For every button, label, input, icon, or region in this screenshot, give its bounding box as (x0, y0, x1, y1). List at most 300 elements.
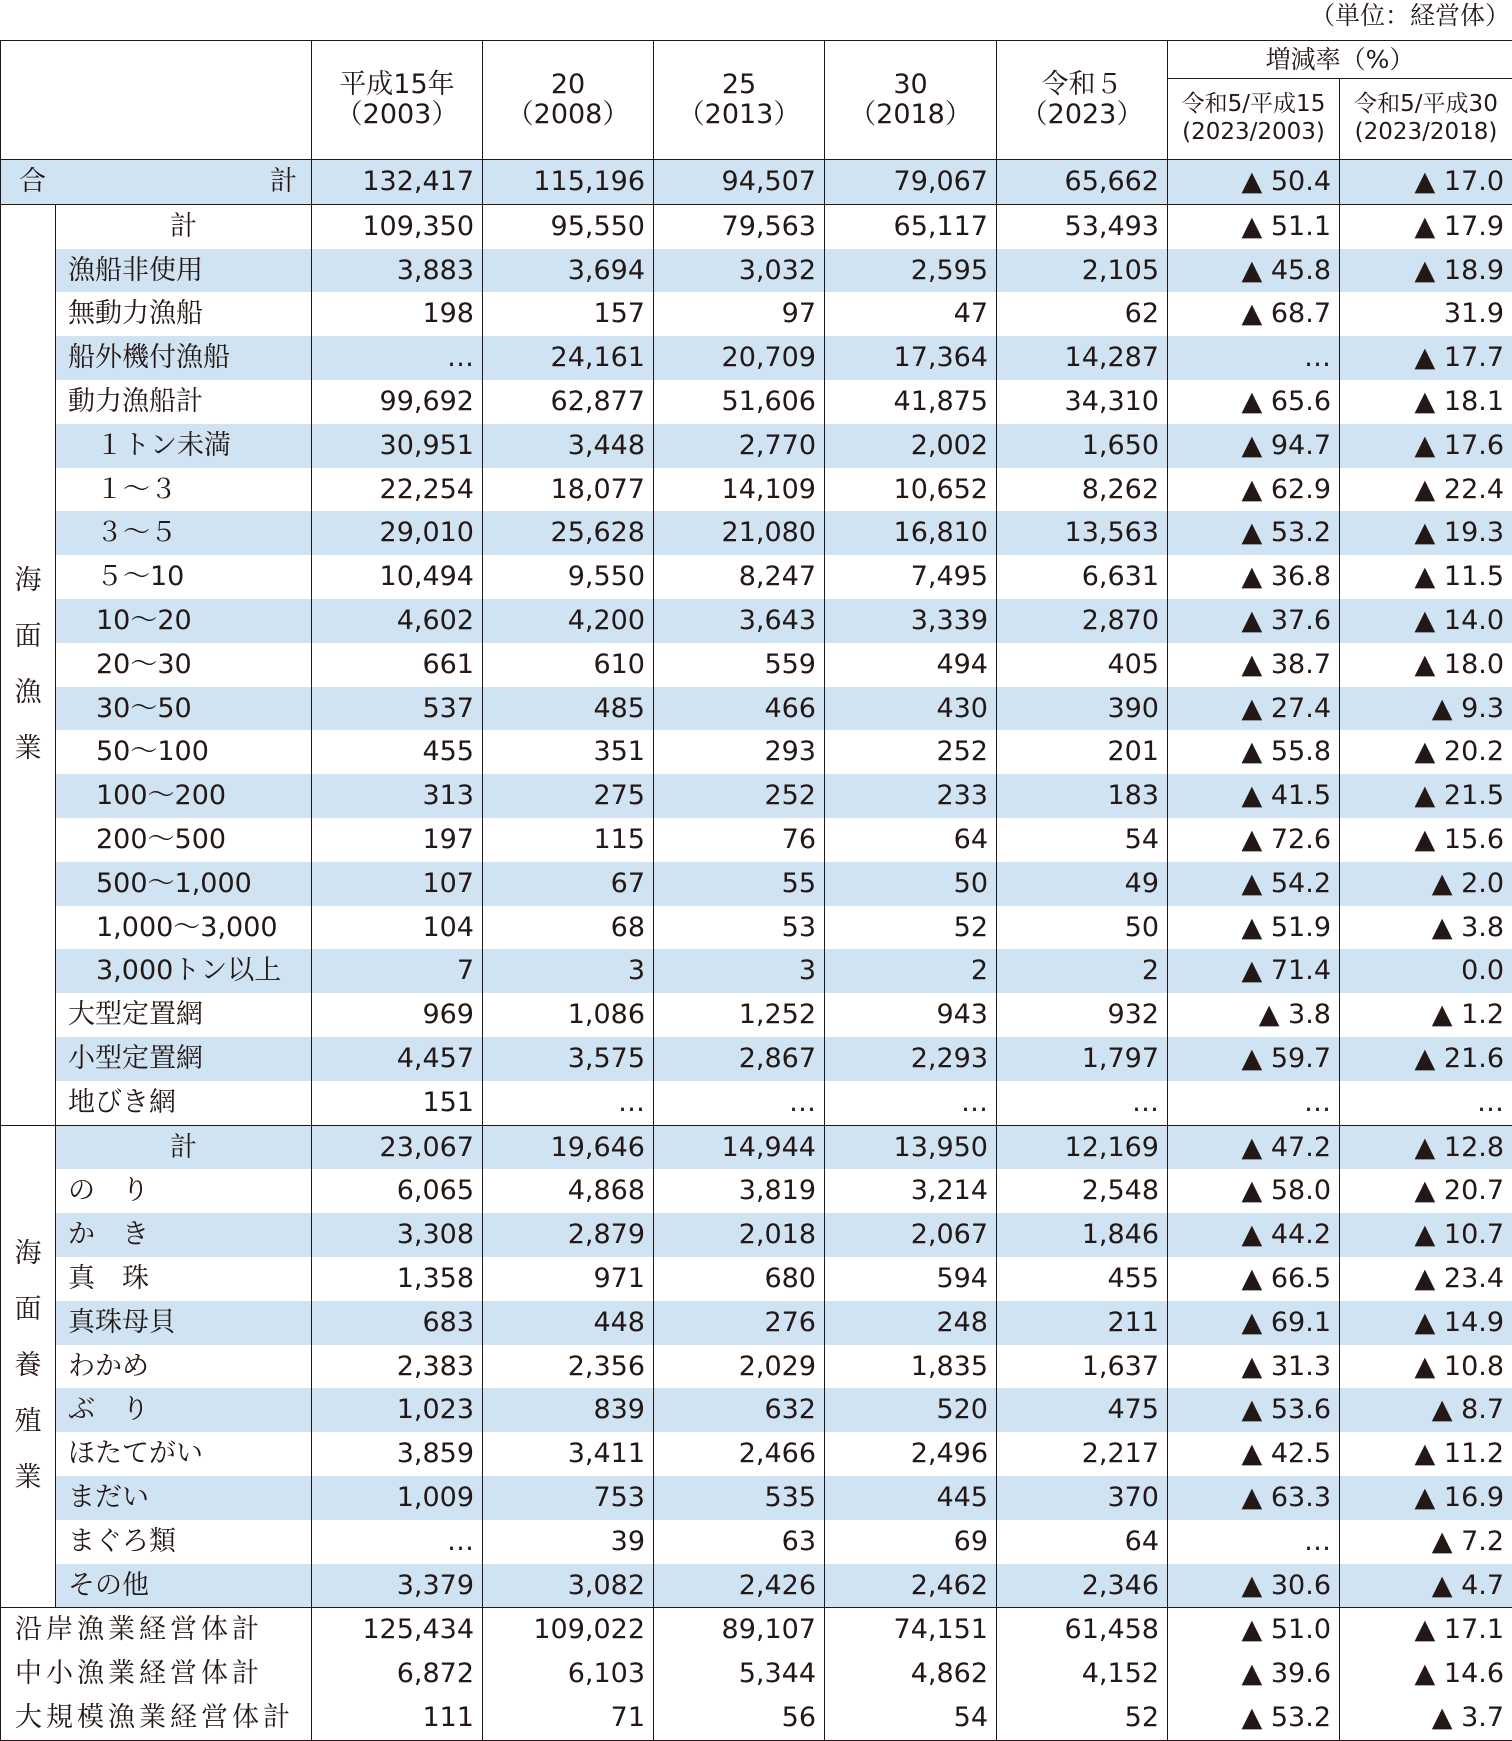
table-cell: ▲ 21.6 (1340, 1037, 1512, 1081)
table-cell: ▲ 94.7 (1168, 424, 1340, 468)
table-cell: ▲ 68.7 (1168, 292, 1340, 336)
table-cell: 13,950 (825, 1125, 997, 1169)
table-cell: 54 (997, 818, 1168, 862)
table-cell: … (654, 1081, 825, 1125)
table-cell: ▲ 31.3 (1168, 1345, 1340, 1389)
table-cell: 2,548 (997, 1169, 1168, 1213)
table-row (1, 1301, 1512, 1345)
table-cell: 31.9 (1340, 292, 1512, 336)
table-cell: 1,358 (312, 1257, 483, 1301)
table-cell: 71 (483, 1696, 654, 1740)
table-cell: 115,196 (483, 160, 654, 205)
table-cell: … (483, 1081, 654, 1125)
row-label: 計 (56, 204, 312, 248)
table-cell: 52 (997, 1696, 1168, 1740)
table-cell: ▲ 51.0 (1168, 1608, 1340, 1652)
table-cell: ▲ 17.6 (1340, 424, 1512, 468)
table-row (1, 424, 1512, 468)
table-cell: 19,646 (483, 1125, 654, 1169)
table-row (1, 555, 1512, 599)
table-cell: ▲ 11.5 (1340, 555, 1512, 599)
table-cell: ▲ 14.9 (1340, 1301, 1512, 1345)
row-label: 1,000～3,000 (56, 906, 312, 950)
table-cell: 6,872 (312, 1652, 483, 1696)
table-cell: ▲ 17.9 (1340, 204, 1512, 248)
col-header: 平成15年 （2003） (312, 41, 483, 160)
table-cell: ▲ 39.6 (1168, 1652, 1340, 1696)
table-row (1, 730, 1512, 774)
table-row (1, 1432, 1512, 1476)
table-row (1, 774, 1512, 818)
row-label: 地びき網 (56, 1081, 312, 1125)
unit-label: （単位：経営体） (1310, 0, 1510, 36)
table-cell: ▲ 38.7 (1168, 643, 1340, 687)
table-cell: … (312, 336, 483, 380)
table-row (1, 1564, 1512, 1608)
table-cell: ▲ 9.3 (1340, 687, 1512, 731)
table-cell: 13,563 (997, 511, 1168, 555)
group-label-char: 業 (1, 721, 55, 777)
table-cell: ▲ 69.1 (1168, 1301, 1340, 1345)
table-cell: 67 (483, 862, 654, 906)
table-cell: 2,595 (825, 249, 997, 293)
group-label (1, 204, 56, 1125)
table-cell: 50 (997, 906, 1168, 950)
table-cell: 455 (312, 730, 483, 774)
table-cell: 39 (483, 1520, 654, 1564)
table-cell: ▲ 45.8 (1168, 249, 1340, 293)
table-cell: ▲ 18.0 (1340, 643, 1512, 687)
col-header: 20 （2008） (483, 41, 654, 160)
table-row (1, 1388, 1512, 1432)
group-label-char: 面 (1, 1282, 55, 1338)
table-cell: 2 (825, 949, 997, 993)
row-label: 真 珠 (56, 1257, 312, 1301)
table-cell: 157 (483, 292, 654, 336)
table-cell: ▲ 10.7 (1340, 1213, 1512, 1257)
table-cell: 455 (997, 1257, 1168, 1301)
table-cell: ▲ 30.6 (1168, 1564, 1340, 1608)
table-cell: 1,637 (997, 1345, 1168, 1389)
table-cell: 293 (654, 730, 825, 774)
table-cell: ▲ 3.7 (1340, 1696, 1512, 1740)
table-cell: 14,287 (997, 336, 1168, 380)
table-cell: 49 (997, 862, 1168, 906)
table-cell: 971 (483, 1257, 654, 1301)
table-cell: 594 (825, 1257, 997, 1301)
table-cell: 1,846 (997, 1213, 1168, 1257)
table-cell: 680 (654, 1257, 825, 1301)
table-cell: 3 (654, 949, 825, 993)
table-cell: 79,563 (654, 204, 825, 248)
table-cell: 559 (654, 643, 825, 687)
table-cell: 109,350 (312, 204, 483, 248)
table-cell: 475 (997, 1388, 1168, 1432)
table-cell: 61,458 (997, 1608, 1168, 1652)
table-cell: 23,067 (312, 1125, 483, 1169)
table-cell: 537 (312, 687, 483, 731)
table-cell: 14,109 (654, 468, 825, 512)
table-cell: 10,494 (312, 555, 483, 599)
table-cell: ▲ 14.6 (1340, 1652, 1512, 1696)
table-cell: 97 (654, 292, 825, 336)
table-cell: ▲ 17.0 (1340, 160, 1512, 205)
table-cell: 0.0 (1340, 949, 1512, 993)
table-cell: ▲ 63.3 (1168, 1476, 1340, 1520)
table-cell: ▲ 19.3 (1340, 511, 1512, 555)
table-cell: 1,252 (654, 993, 825, 1037)
table-cell: ▲ 18.1 (1340, 380, 1512, 424)
table-cell: 2,870 (997, 599, 1168, 643)
table-cell: 68 (483, 906, 654, 950)
row-label: 大型定置網 (56, 993, 312, 1037)
table-cell: 65,117 (825, 204, 997, 248)
table-cell: 65,662 (997, 160, 1168, 205)
table-cell: 107 (312, 862, 483, 906)
table-cell: 25,628 (483, 511, 654, 555)
rate-col-header: 令和5/平成15 (2023/2003) (1168, 79, 1340, 160)
table-row (1, 380, 1512, 424)
table-cell: 753 (483, 1476, 654, 1520)
table-cell: 53 (654, 906, 825, 950)
total-label-b: 計 (270, 160, 297, 204)
table-cell: 22,254 (312, 468, 483, 512)
table-cell: 3,575 (483, 1037, 654, 1081)
group-label-char: 養 (1, 1338, 55, 1394)
table-cell: ▲ 42.5 (1168, 1432, 1340, 1476)
row-label: その他 (56, 1564, 312, 1608)
table-cell: 2,002 (825, 424, 997, 468)
total-label-a: 合 (19, 160, 46, 204)
table-cell: ▲ 27.4 (1168, 687, 1340, 731)
table-cell: 2,383 (312, 1345, 483, 1389)
table-cell: 2,346 (997, 1564, 1168, 1608)
table-row (1, 818, 1512, 862)
table-cell: ▲ 16.9 (1340, 1476, 1512, 1520)
table-cell: 95,550 (483, 204, 654, 248)
table-cell: 2,217 (997, 1432, 1168, 1476)
rate-header: 増減率（%） (1168, 41, 1512, 79)
table-cell: 62,877 (483, 380, 654, 424)
table-cell: 535 (654, 1476, 825, 1520)
row-label: 中小漁業経営体計 (1, 1652, 312, 1696)
rate-col-header: 令和5/平成30 (2023/2018) (1340, 79, 1512, 160)
table-cell: 661 (312, 643, 483, 687)
table-row (1, 204, 1512, 248)
group-label-char: 面 (1, 609, 55, 665)
table-cell: 201 (997, 730, 1168, 774)
table-cell: 56 (654, 1696, 825, 1740)
table-row (1, 292, 1512, 336)
table-cell: 448 (483, 1301, 654, 1345)
table-cell: 74,151 (825, 1608, 997, 1652)
table-cell: 2,770 (654, 424, 825, 468)
table-cell: 18,077 (483, 468, 654, 512)
table-cell: 3,411 (483, 1432, 654, 1476)
table-cell: 405 (997, 643, 1168, 687)
table-row (1, 1257, 1512, 1301)
table-cell: ▲ 15.6 (1340, 818, 1512, 862)
table-row (1, 599, 1512, 643)
table-row (1, 1476, 1512, 1520)
table-cell: ▲ 23.4 (1340, 1257, 1512, 1301)
table-cell: 2,293 (825, 1037, 997, 1081)
row-label: 3,000トン以上 (56, 949, 312, 993)
table-row (1, 1696, 1512, 1740)
row-label: ほたてがい (56, 1432, 312, 1476)
table-cell: 3,694 (483, 249, 654, 293)
table-cell: 1,835 (825, 1345, 997, 1389)
table-cell: 351 (483, 730, 654, 774)
table-cell: 494 (825, 643, 997, 687)
table-cell: 47 (825, 292, 997, 336)
table-cell: ▲ 55.8 (1168, 730, 1340, 774)
table-cell: 52 (825, 906, 997, 950)
table-row (1, 993, 1512, 1037)
table-cell: 183 (997, 774, 1168, 818)
table-cell: 89,107 (654, 1608, 825, 1652)
table-cell: 5,344 (654, 1652, 825, 1696)
table-cell: ▲ 20.7 (1340, 1169, 1512, 1213)
group-label-char: 海 (1, 1226, 55, 1282)
table-row (1, 862, 1512, 906)
col-header: 25 （2013） (654, 41, 825, 160)
table-cell: 3,819 (654, 1169, 825, 1213)
table-cell: ▲ 54.2 (1168, 862, 1340, 906)
row-label: ５～10 (56, 555, 312, 599)
table-cell: 94,507 (654, 160, 825, 205)
group-label-char: 業 (1, 1450, 55, 1506)
table-cell: ▲ 44.2 (1168, 1213, 1340, 1257)
table-cell: 3,082 (483, 1564, 654, 1608)
table-row (1, 468, 1512, 512)
table-row (1, 1213, 1512, 1257)
table-cell: 1,650 (997, 424, 1168, 468)
table-cell: 7,495 (825, 555, 997, 599)
row-label: 小型定置網 (56, 1037, 312, 1081)
table-cell: 943 (825, 993, 997, 1037)
table-cell: … (1168, 336, 1340, 380)
table-cell: 2,867 (654, 1037, 825, 1081)
table-cell: 79,067 (825, 160, 997, 205)
table-cell: 3,379 (312, 1564, 483, 1608)
table-cell: 2,462 (825, 1564, 997, 1608)
table-cell: 2,018 (654, 1213, 825, 1257)
table-cell: 3,643 (654, 599, 825, 643)
table-cell: 6,631 (997, 555, 1168, 599)
table-cell: ▲ 3.8 (1340, 906, 1512, 950)
table-cell: 683 (312, 1301, 483, 1345)
table-cell: 520 (825, 1388, 997, 1432)
table-cell: 1,023 (312, 1388, 483, 1432)
table-cell: ▲ 17.7 (1340, 336, 1512, 380)
table-cell: 109,022 (483, 1608, 654, 1652)
table-cell: 7 (312, 949, 483, 993)
table-cell: 6,103 (483, 1652, 654, 1696)
table-cell: 111 (312, 1696, 483, 1740)
table-cell: 1,797 (997, 1037, 1168, 1081)
row-label: の り (56, 1169, 312, 1213)
table-cell: ▲ 11.2 (1340, 1432, 1512, 1476)
table-cell: 30,951 (312, 424, 483, 468)
table-cell: ▲ 53.2 (1168, 511, 1340, 555)
table-cell: 2,466 (654, 1432, 825, 1476)
table-cell: 54 (825, 1696, 997, 1740)
table-cell: 63 (654, 1520, 825, 1564)
table-cell: 16,810 (825, 511, 997, 555)
table-cell: ▲ 62.9 (1168, 468, 1340, 512)
group-label-char: 海 (1, 553, 55, 609)
table-row (1, 687, 1512, 731)
table-cell: ▲ 2.0 (1340, 862, 1512, 906)
table-cell: 69 (825, 1520, 997, 1564)
table-cell: ▲ 8.7 (1340, 1388, 1512, 1432)
table-row (1, 1169, 1512, 1213)
table-cell: 3,859 (312, 1432, 483, 1476)
table-cell: ▲ 17.1 (1340, 1608, 1512, 1652)
table-cell: 64 (825, 818, 997, 862)
table-cell: 969 (312, 993, 483, 1037)
table-cell: 104 (312, 906, 483, 950)
table-cell: 4,200 (483, 599, 654, 643)
table-cell: … (1168, 1520, 1340, 1564)
table-row (1, 1125, 1512, 1169)
table-cell: 115 (483, 818, 654, 862)
row-label: 真珠母貝 (56, 1301, 312, 1345)
table-cell: 62 (997, 292, 1168, 336)
table-cell: ▲ 72.6 (1168, 818, 1340, 862)
row-label: か き (56, 1213, 312, 1257)
table-cell: 34,310 (997, 380, 1168, 424)
table-cell: 1,009 (312, 1476, 483, 1520)
row-label: ３～５ (56, 511, 312, 555)
table-cell: 4,457 (312, 1037, 483, 1081)
table-cell: 485 (483, 687, 654, 731)
table-cell: 55 (654, 862, 825, 906)
table-cell: 445 (825, 1476, 997, 1520)
table-cell: 24,161 (483, 336, 654, 380)
row-label: ぶ り (56, 1388, 312, 1432)
table-cell: ▲ 1.2 (1340, 993, 1512, 1037)
table-row (1, 336, 1512, 380)
table-cell: 197 (312, 818, 483, 862)
table-cell: 2,879 (483, 1213, 654, 1257)
table-cell: ▲ 66.5 (1168, 1257, 1340, 1301)
table-cell: ▲ 14.0 (1340, 599, 1512, 643)
table-cell: 370 (997, 1476, 1168, 1520)
table-cell: 275 (483, 774, 654, 818)
table-row (1, 1608, 1512, 1652)
table-row (1, 906, 1512, 950)
table-cell: ▲ 53.6 (1168, 1388, 1340, 1432)
row-label: １トン未満 (56, 424, 312, 468)
table-cell: 4,152 (997, 1652, 1168, 1696)
table-cell: 610 (483, 643, 654, 687)
table-cell: ▲ 50.4 (1168, 160, 1340, 205)
table-cell: ▲ 21.5 (1340, 774, 1512, 818)
table-cell: ▲ 36.8 (1168, 555, 1340, 599)
table-cell: 4,602 (312, 599, 483, 643)
table-row (1, 160, 1512, 205)
row-label: 沿岸漁業経営体計 (1, 1608, 312, 1652)
table-cell: 252 (825, 730, 997, 774)
table-cell: 430 (825, 687, 997, 731)
table-cell: ▲ 51.1 (1168, 204, 1340, 248)
table-cell: ▲ 59.7 (1168, 1037, 1340, 1081)
table-cell: 2,029 (654, 1345, 825, 1389)
table-cell: … (825, 1081, 997, 1125)
table-cell: 99,692 (312, 380, 483, 424)
table-cell: 932 (997, 993, 1168, 1037)
table-cell: ▲ 18.9 (1340, 249, 1512, 293)
row-label: 30～50 (56, 687, 312, 731)
table-cell: ▲ 53.2 (1168, 1696, 1340, 1740)
row-label: 動力漁船計 (56, 380, 312, 424)
row-label: わかめ (56, 1345, 312, 1389)
table-cell: 2,105 (997, 249, 1168, 293)
table-row (1, 1345, 1512, 1389)
table-cell: 198 (312, 292, 483, 336)
table-cell: 3 (483, 949, 654, 993)
row-label: 50～100 (56, 730, 312, 774)
table-cell: 10,652 (825, 468, 997, 512)
row-label: 計 (56, 1125, 312, 1169)
row-label: まだい (56, 1476, 312, 1520)
row-label: 漁船非使用 (56, 249, 312, 293)
table-cell: ▲ 7.2 (1340, 1520, 1512, 1564)
table-cell: 2,067 (825, 1213, 997, 1257)
table-row (1, 1652, 1512, 1696)
table-cell: 64 (997, 1520, 1168, 1564)
row-label: 船外機付漁船 (56, 336, 312, 380)
row-label: １～３ (56, 468, 312, 512)
table-cell: 17,364 (825, 336, 997, 380)
group-label-char: 漁 (1, 665, 55, 721)
table-row (1, 1081, 1512, 1125)
row-label: 500～1,000 (56, 862, 312, 906)
table-cell: ▲ 51.9 (1168, 906, 1340, 950)
row-label: 大規模漁業経営体計 (1, 1696, 312, 1740)
table-cell: 233 (825, 774, 997, 818)
table-cell: 132,417 (312, 160, 483, 205)
table-cell: … (1340, 1081, 1512, 1125)
table-cell: 20,709 (654, 336, 825, 380)
table-cell: … (312, 1520, 483, 1564)
table-cell: ▲ 4.7 (1340, 1564, 1512, 1608)
col-header: 令和５ （2023） (997, 41, 1168, 160)
table-cell: 2 (997, 949, 1168, 993)
table-cell: 3,883 (312, 249, 483, 293)
table-cell: 466 (654, 687, 825, 731)
table-cell: 390 (997, 687, 1168, 731)
table-row (1, 249, 1512, 293)
table-cell: ▲ 22.4 (1340, 468, 1512, 512)
table-cell: 3,448 (483, 424, 654, 468)
table-cell: 839 (483, 1388, 654, 1432)
group-label-char: 殖 (1, 1394, 55, 1450)
table-cell: 3,339 (825, 599, 997, 643)
table-cell: 252 (654, 774, 825, 818)
row-label: 20～30 (56, 643, 312, 687)
table-cell: 8,262 (997, 468, 1168, 512)
row-label: 無動力漁船 (56, 292, 312, 336)
table-cell: 276 (654, 1301, 825, 1345)
table-cell: 6,065 (312, 1169, 483, 1213)
table-cell: ▲ 71.4 (1168, 949, 1340, 993)
table-cell: 2,356 (483, 1345, 654, 1389)
table-row (1, 949, 1512, 993)
table-cell: ▲ 65.6 (1168, 380, 1340, 424)
